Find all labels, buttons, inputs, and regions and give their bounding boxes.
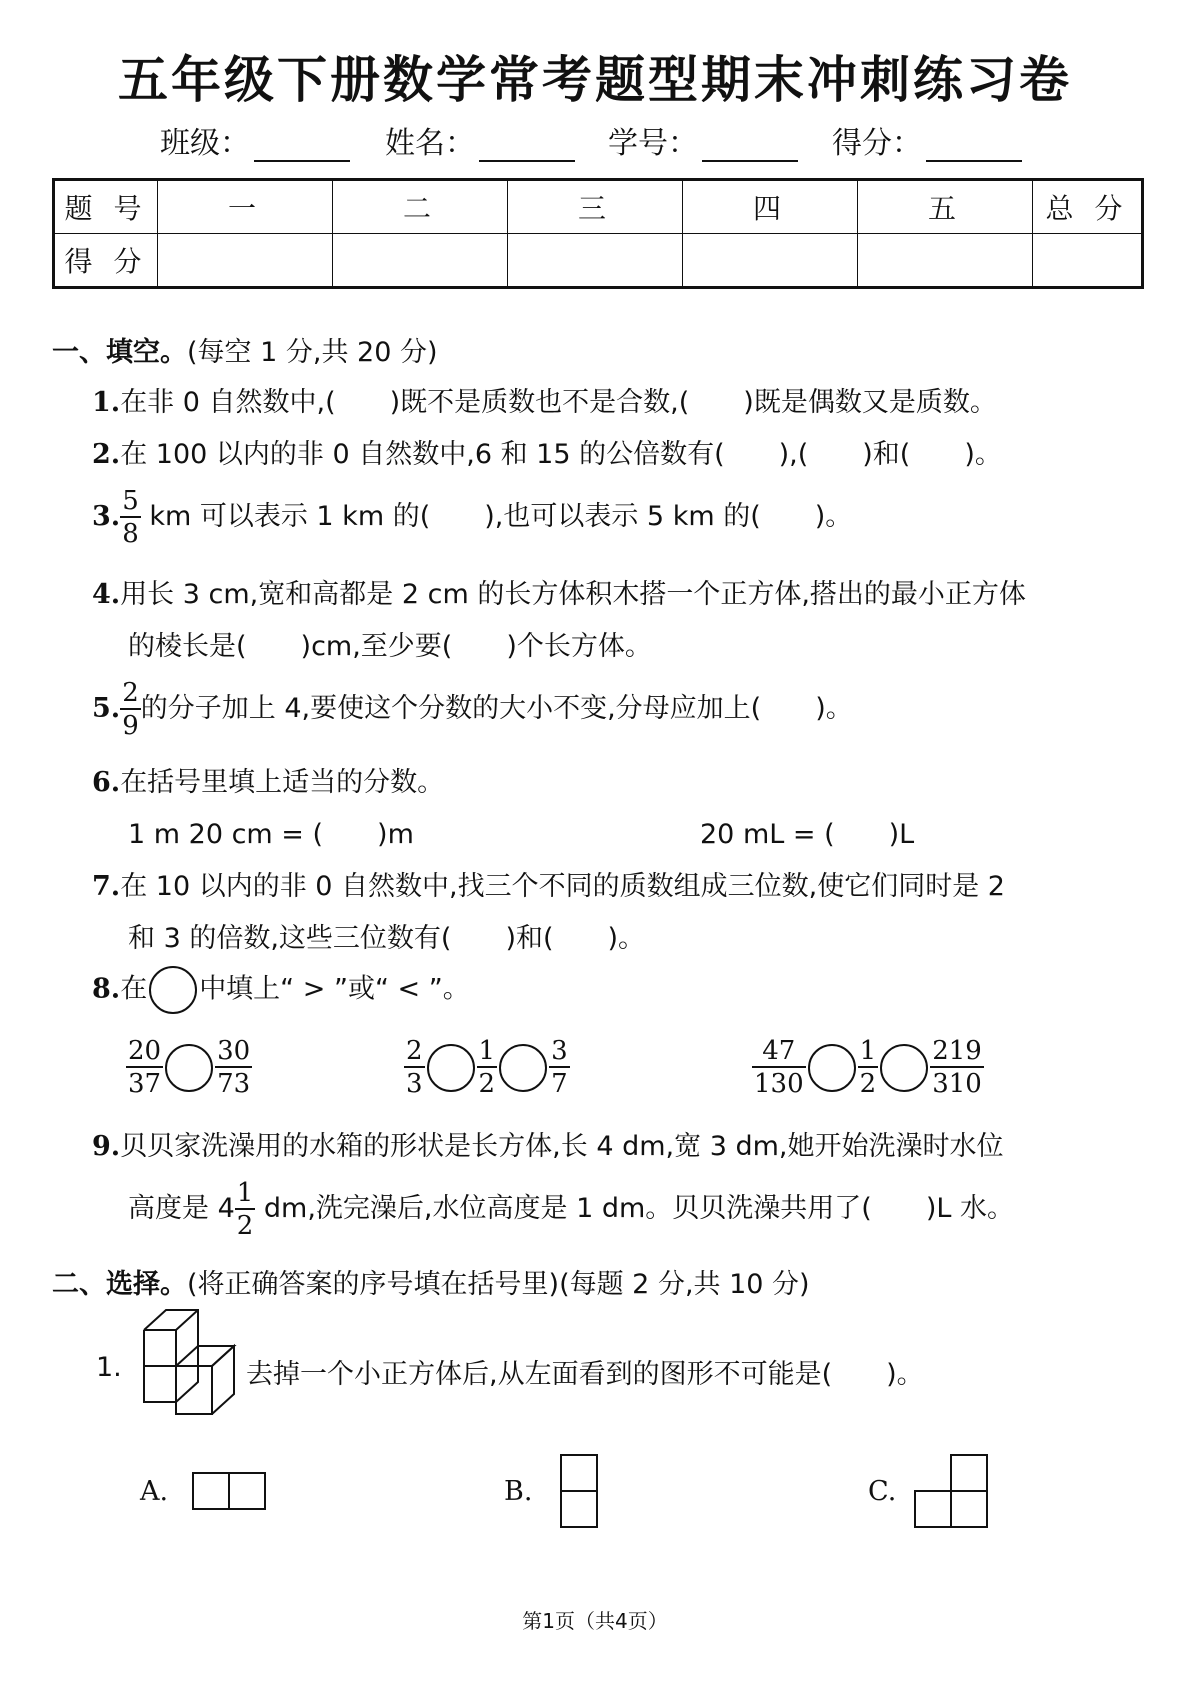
question-9-line-2: 高度是 4 $\frac{1}{2}$ dm,洗完澡后,水位高度是 1 dm。贝贝洗澡共用了( )L 水。 (128, 1178, 1014, 1241)
square (950, 1490, 988, 1528)
question-1: 1.在非 0 自然数中,( )既不是质数也不是合数,( )既是偶数又是质数。 (92, 387, 997, 418)
score-label: 得分： (832, 126, 922, 161)
compare-circle[interactable] (808, 1044, 856, 1092)
square (560, 1490, 598, 1528)
score-row-label: 得 分 (54, 234, 158, 288)
page-title: 五年级下册数学常考题型期末冲刺练习卷 (118, 51, 1072, 109)
question-5: 5. $\frac{2}{9}$ 的分子加上 4,要使这个分数的大小不变,分母应加上( )。 (92, 678, 853, 741)
square (560, 1454, 598, 1492)
score-header-cell: 一 (158, 180, 333, 234)
option-b-label[interactable]: B. (504, 1476, 533, 1507)
score-blank[interactable] (926, 132, 1022, 162)
score-table-score-row (54, 234, 1143, 288)
score-header-cell: 总 分 (1033, 180, 1143, 234)
square (228, 1472, 266, 1510)
question-8: 8.在 中填上“ > ”或“ < ”。 (92, 966, 470, 1014)
compare-circle (149, 966, 197, 1014)
fraction: $\frac{1}{2}$ (236, 1178, 254, 1241)
class-field[interactable] (160, 118, 350, 162)
id-label: 学号： (608, 126, 698, 161)
id-field[interactable] (608, 118, 798, 162)
question-7-line-2: 和 3 的倍数,这些三位数有( )和( )。 (128, 923, 646, 954)
score-cell[interactable] (858, 234, 1033, 288)
score-table (52, 178, 1144, 289)
section-1-heading: 一、填空。(每空 1 分,共 20 分) (52, 337, 438, 368)
question-3: 3. $\frac{5}{8}$ km 可以表示 1 km 的( ),也可以表示 5 km 的( )。 (92, 486, 853, 549)
question-4-line-2: 的棱长是( )cm,至少要( )个长方体。 (128, 631, 652, 662)
score-table-header-row (54, 180, 1143, 234)
score-cell[interactable] (683, 234, 858, 288)
class-blank[interactable] (254, 132, 350, 162)
score-cell[interactable] (333, 234, 508, 288)
score-header-cell: 五 (858, 180, 1033, 234)
name-field[interactable] (385, 118, 575, 162)
score-cell[interactable] (1033, 234, 1143, 288)
class-label: 班级： (160, 126, 250, 161)
score-header-cell: 三 (508, 180, 683, 234)
square (950, 1454, 988, 1492)
choice-1-text: 去掉一个小正方体后,从左面看到的图形不可能是( )。 (246, 1359, 924, 1390)
option-a-label[interactable]: A. (140, 1476, 169, 1507)
question-6-b: 20 mL = ( )L (700, 819, 915, 850)
choice-1-number: 1. (96, 1352, 122, 1383)
question-6-a: 1 m 20 cm = ( )m (128, 819, 414, 850)
score-header-cell: 题 号 (54, 180, 158, 234)
question-9: 9.贝贝家洗澡用的水箱的形状是长方体,长 4 dm,宽 3 dm,她开始洗澡时水位 (92, 1131, 1004, 1162)
square (192, 1472, 230, 1510)
score-header-cell: 二 (333, 180, 508, 234)
fraction: $\frac{2}{9}$ (122, 678, 139, 741)
name-blank[interactable] (479, 132, 575, 162)
name-label: 姓名： (385, 126, 475, 161)
fraction: $\frac{5}{8}$ (122, 486, 139, 549)
compare-circle[interactable] (499, 1044, 547, 1092)
compare-group-1: $\frac{20}{37}$ $\frac{30}{73}$ (128, 1036, 251, 1099)
score-cell[interactable] (158, 234, 333, 288)
score-header-cell: 四 (683, 180, 858, 234)
question-4: 4.用长 3 cm,宽和高都是 2 cm 的长方体积木搭一个正方体,搭出的最小正方体 (92, 579, 1026, 610)
compare-circle[interactable] (880, 1044, 928, 1092)
compare-circle[interactable] (165, 1044, 213, 1092)
question-2: 2.在 100 以内的非 0 自然数中,6 和 15 的公倍数有( ),( )和( )。 (92, 439, 1002, 470)
compare-circle[interactable] (427, 1044, 475, 1092)
square (914, 1490, 952, 1528)
id-blank[interactable] (702, 132, 798, 162)
compare-group-2: $\frac{2}{3}$ $\frac{1}{2}$ $\frac{3}{7}$ (406, 1036, 568, 1099)
score-field[interactable] (832, 118, 1022, 162)
page-footer: 第1页（共4页） (522, 1609, 668, 1633)
question-6: 6.在括号里填上适当的分数。 (92, 767, 445, 798)
section-2-heading: 二、选择。(将正确答案的序号填在括号里)(每题 2 分,共 10 分) (52, 1269, 810, 1300)
question-7: 7.在 10 以内的非 0 自然数中,找三个不同的质数组成三位数,使它们同时是 2 (92, 871, 1005, 902)
compare-group-3: $\frac{47}{130}$ $\frac{1}{2}$ $\frac{219}{310}$ (754, 1036, 982, 1099)
score-cell[interactable] (508, 234, 683, 288)
option-c-label[interactable]: C. (868, 1476, 897, 1507)
cube-stack-figure (140, 1306, 240, 1418)
